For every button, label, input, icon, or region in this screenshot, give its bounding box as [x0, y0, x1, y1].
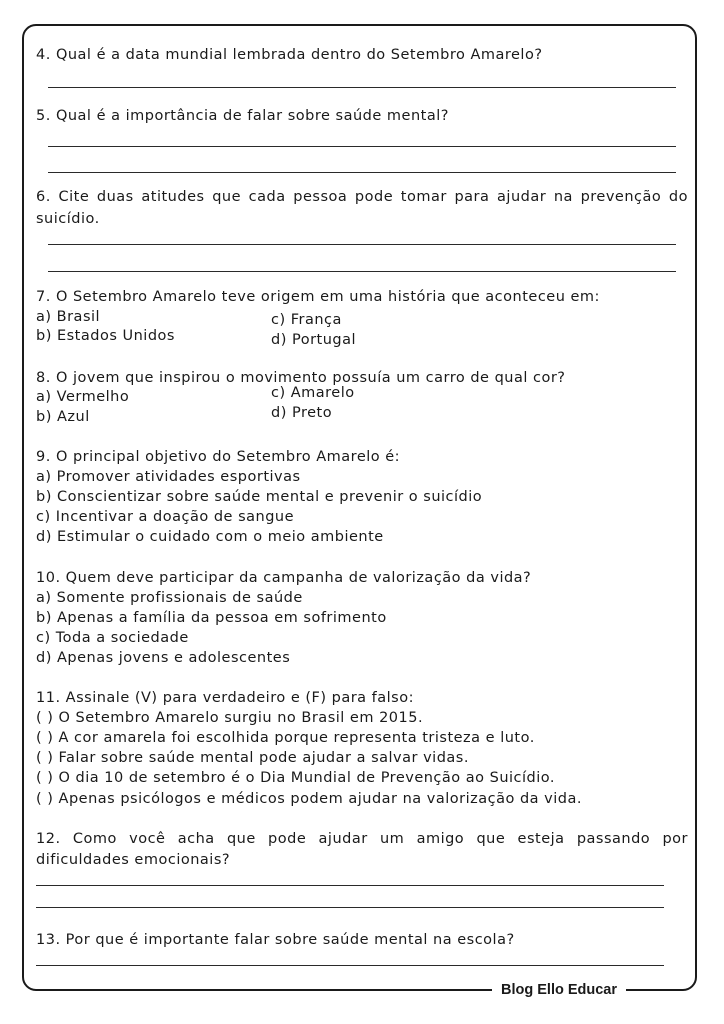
q10-option-b[interactable]: b) Apenas a família da pessoa em sofrimento: [36, 610, 387, 626]
question-7: 7. O Setembro Amarelo teve origem em uma história que aconteceu em:: [36, 289, 600, 305]
answer-line-q6-2[interactable]: [48, 271, 676, 272]
q7-option-b[interactable]: b) Estados Unidos: [36, 328, 175, 344]
question-13: 13. Por que é importante falar sobre saúde mental na escola?: [36, 932, 515, 948]
q7-option-c[interactable]: c) França: [271, 312, 342, 328]
question-12: 12. Como você acha que pode ajudar um amigo que esteja passando por dificuldades emocionais?: [36, 831, 688, 868]
question-4: 4. Qual é a data mundial lembrada dentro do Setembro Amarelo?: [36, 47, 543, 63]
q7-option-a[interactable]: a) Brasil: [36, 309, 101, 325]
answer-line-q5-2[interactable]: [48, 172, 676, 173]
q10-option-a[interactable]: a) Somente profissionais de saúde: [36, 590, 303, 606]
q11-statement-3[interactable]: ( ) Falar sobre saúde mental pode ajudar a salvar vidas.: [36, 750, 469, 766]
q8-option-d[interactable]: d) Preto: [271, 405, 333, 421]
q11-statement-4[interactable]: ( ) O dia 10 de setembro é o Dia Mundial de Prevenção ao Suicídio.: [36, 770, 556, 786]
q9-option-c[interactable]: c) Incentivar a doação de sangue: [36, 509, 295, 525]
q11-statement-2[interactable]: ( ) A cor amarela foi escolhida porque representa tristeza e luto.: [36, 730, 535, 746]
answer-line-q12-1[interactable]: [36, 885, 664, 886]
question-11: 11. Assinale (V) para verdadeiro e (F) para falso:: [36, 690, 414, 706]
q8-option-b[interactable]: b) Azul: [36, 409, 90, 425]
q8-option-c[interactable]: c) Amarelo: [271, 385, 355, 401]
question-5: 5. Qual é a importância de falar sobre saúde mental?: [36, 108, 449, 124]
answer-line-q5-1[interactable]: [48, 146, 676, 147]
q9-option-a[interactable]: a) Promover atividades esportivas: [36, 469, 301, 485]
q11-statement-5[interactable]: ( ) Apenas psicólogos e médicos podem ajudar na valorização da vida.: [36, 791, 582, 807]
q8-option-a[interactable]: a) Vermelho: [36, 389, 130, 405]
question-10: 10. Quem deve participar da campanha de valorização da vida?: [36, 570, 532, 586]
q9-option-b[interactable]: b) Conscientizar sobre saúde mental e prevenir o suicídio: [36, 489, 483, 505]
footer-brand: Blog Ello Educar: [492, 978, 626, 1002]
answer-line-q13-1[interactable]: [36, 965, 664, 966]
q11-statement-1[interactable]: ( ) O Setembro Amarelo surgiu no Brasil em 2015.: [36, 710, 424, 726]
question-9: 9. O principal objetivo do Setembro Amarelo é:: [36, 449, 401, 465]
q9-option-d[interactable]: d) Estimular o cuidado com o meio ambiente: [36, 529, 384, 545]
question-8: 8. O jovem que inspirou o movimento possuía um carro de qual cor?: [36, 370, 566, 386]
question-6: 6. Cite duas atitudes que cada pessoa pode tomar para ajudar na prevenção do suicídio.: [36, 189, 688, 227]
q7-option-d[interactable]: d) Portugal: [271, 332, 357, 348]
q10-option-c[interactable]: c) Toda a sociedade: [36, 630, 189, 646]
q10-option-d[interactable]: d) Apenas jovens e adolescentes: [36, 650, 291, 666]
answer-line-q6-1[interactable]: [48, 244, 676, 245]
answer-line-q4-1[interactable]: [48, 87, 676, 88]
answer-line-q12-2[interactable]: [36, 907, 664, 908]
